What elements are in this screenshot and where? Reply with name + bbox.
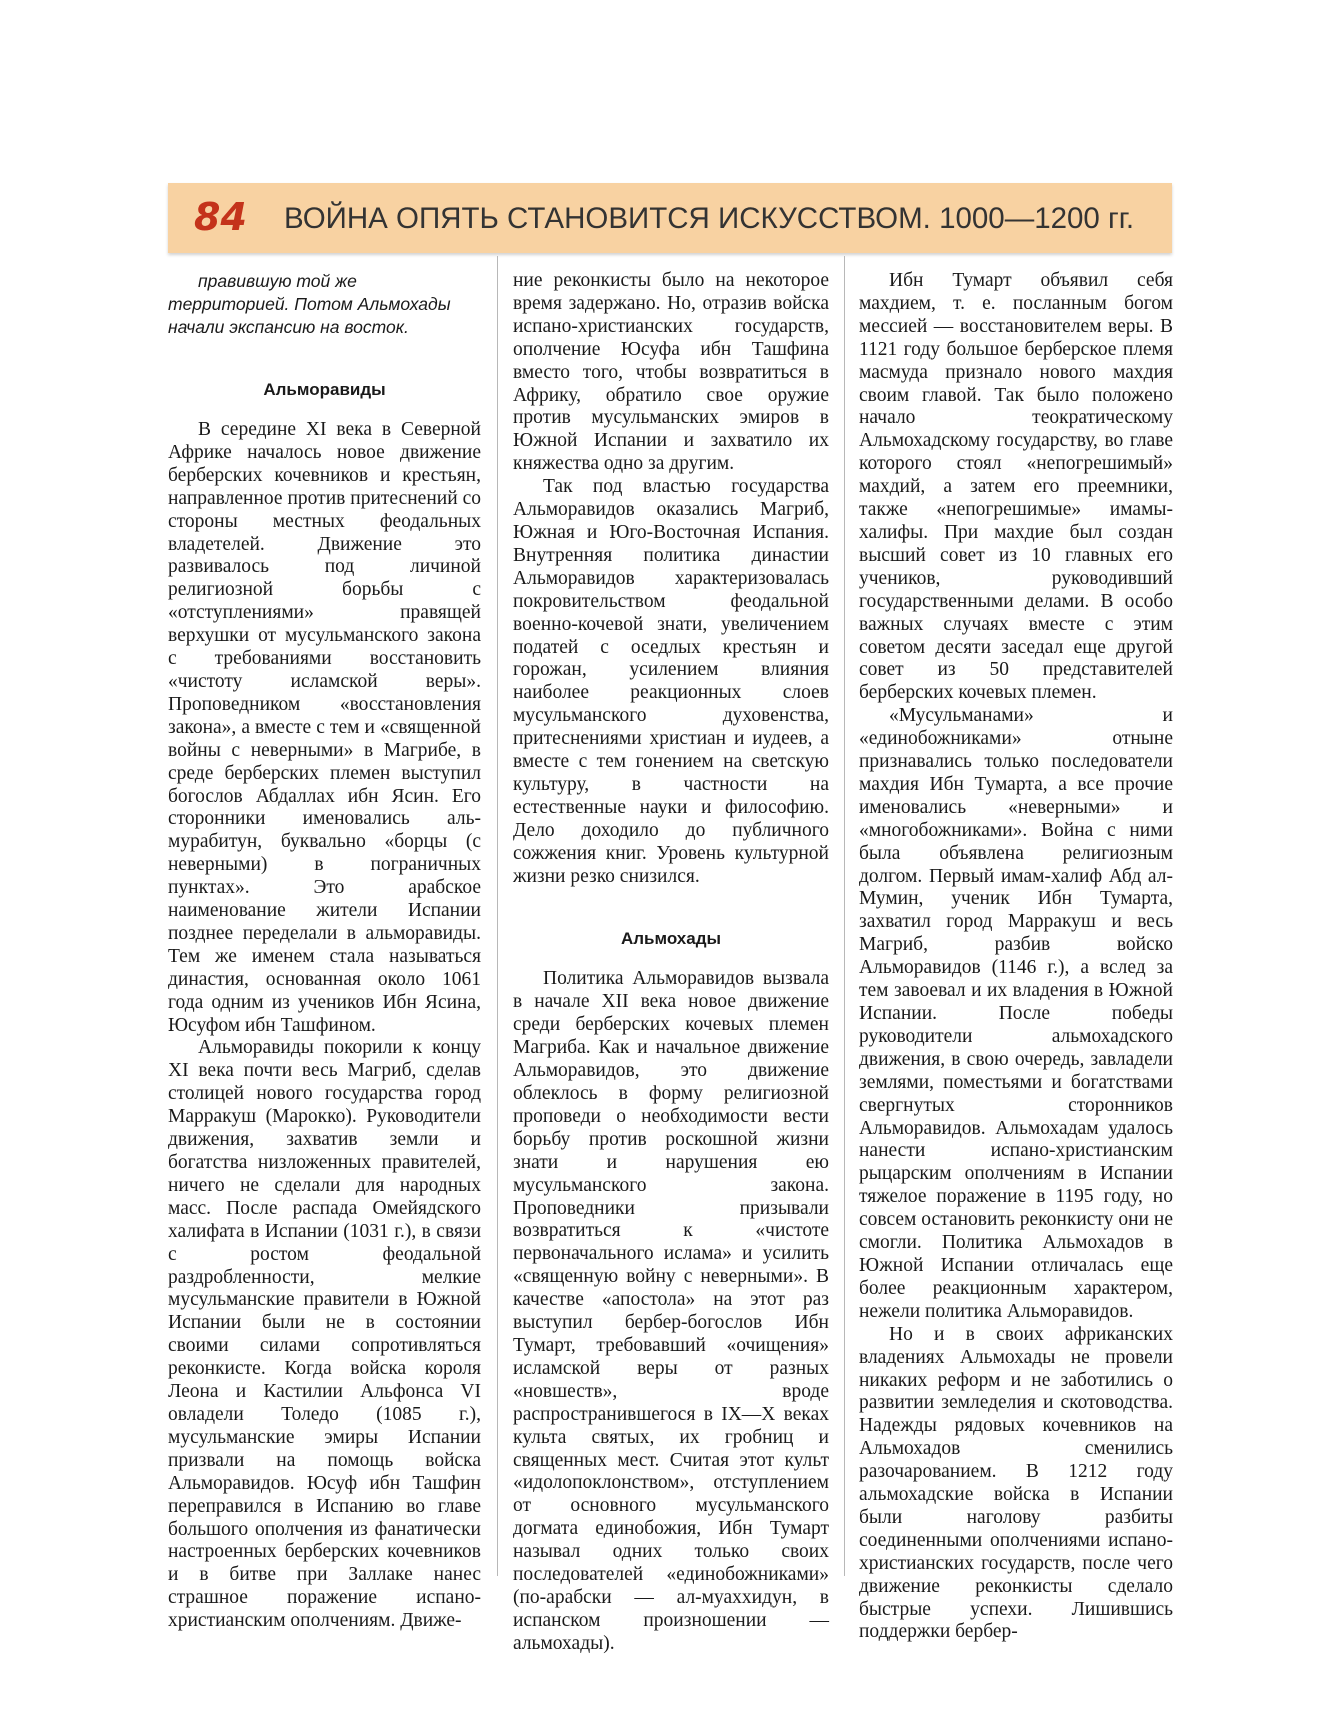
paragraph: Альморавиды покорили к концу XI века почти весь Магриб, сделав столицей нового государства город Марракуш (Марокко). Руководители движения, захватив земли и богатства низложенных правителей, ничего не сделали для народных масс. После распада Омейядского халифата в Испании (1031 г.), в связи с ростом феодальной раздробленности, мелкие мусульманские правители в Южной Испании были не в состоянии своими силами сопротивляться реконкисте. Когда войска короля Леона и Кастилии Альфонса VI овладели Толедо (1085 г.), мусульманские эмиры Испании призвали на помощь войска Альморавидов. Юсуф ибн Ташфин переправился в Испанию во главе большого ополчения из фанатически настроенных берберских кочевников и в битве при Заллаке нанес страшное поражение испано-христианским ополчениям. Движе- [168,1037,481,1632]
paragraph: Политика Альморавидов вызвала в начале XII века новое движение среди берберских кочевых племен Магриба. Как и начальное движение Альморавидов, это движение облеклось в форму религиозной проповеди о необходимости вести борьбу против роскошной жизни знати и нарушения ею мусульманского закона. Проповедники призывали возвратиться к «чистоте первоначального ислама» и усилить «священную войну с неверными». В качестве «апостола» на этот раз выступил бербер-богослов Ибн Тумарт, требовавший «очищения» исламской веры от разных «новшеств», вроде распространившегося в IX—X веках культа святых, их гробниц и священных мест. Считая этот культ «идолопоклонством», отступлением от основного мусульманского догмата единобожия, Ибн Тумарт называл одних только своих последователей «единобожниками» (по-арабски — ал-муаххидун, в испанском произношении — альмохады). [513,968,829,1654]
text-column-2 [513,270,829,1654]
chapter-header [168,183,1172,253]
text-column-3 [859,270,1173,1643]
page-number: 84 [194,195,247,239]
paragraph: Но и в своих африканских владениях Альмохады не провели никаких реформ и не заботились о развитии земледелия и скотоводства. Надежды рядовых кочевников на Альмохадов сменились разочарованием. В 1212 году альмохадские войска в Испании были наголову разбиты соединенными ополчениями испано-христианских государств, после чего движение реконкисты сделало быстрые успехи. Лишившись поддержки бербер- [859,1323,1173,1643]
column-divider [844,256,845,1576]
paragraph: Так под властью государства Альморавидов оказались Магриб, Южная и Юго-Восточная Испания. Внутренняя политика династии Альморавидов характеризовалась покровительством феодальной военно-кочевой знати, увеличением податей с оседлых крестьян и горожан, усилением влияния наиболее реакционных слоев мусульманского духовенства, притеснениями христиан и иудеев, а вместе с тем гонением на светскую культуру, в частности на естественные науки и философию. Дело доходило до публичного сожжения книг. Уровень культурной жизни резко снизился. [513,476,829,887]
intro-text: правившую той же территорией. Потом Альмохады начали экспансию на восток. [168,271,451,337]
paragraph: «Мусульманами» и «единобожниками» отныне признавались только последователи махдия Ибн Тумарта, а все прочие именовались «неверными» и «многобожниками». Война с ними была объявлена религиозным долгом. Первый имам-халиф Абд ал-Мумин, ученик Ибн Тумарта, захватил город Марракуш и весь Магриб, разбив войско Альморавидов (1146 г.), а вслед за тем завоевал и их владения в Южной Испании. После победы руководители альмохадского движения, в свою очередь, завладели землями, поместьями и богатствами свергнутых сторонников Альморавидов. Альмохадам удалось нанести испано-христианским рыцарским ополчениям в Испании тяжелое поражение в 1195 году, но совсем остановить реконкисту они не смогли. Политика Альмохадов в Южной Испании отличалась еще более реакционным характером, нежели политика Альморавидов. [859,705,1173,1322]
column-divider [497,256,498,1576]
chapter-title: ВОЙНА ОПЯТЬ СТАНОВИТСЯ ИСКУССТВОМ. 1000—1200 гг. [284,202,1135,235]
paragraph: В середине XI века в Северной Африке началось новое движение берберских кочевников и крестьян, направленное против притеснений со стороны местных феодальных владетелей. Движение это развивалось под личиной религиозной борьбы с «отступлениями» правящей верхушки от мусульманского закона с требованиями восстановить «чистоту исламской веры». Проповедником «восстановления закона», а вместе с тем и «священной войны с неверными» в Магрибе, в среде берберских племен выступил богослов Абдаллах ибн Ясин. Его сторонники именовались аль-мурабитун, буквально «борцы (с неверными) в пограничных пунктах». Это арабское наименование жители Испании позднее переделали в альморавиды. Тем же именем стала называться династия, основанная около 1061 года одним из учеников Ибн Ясина, Юсуфом ибн Ташфином. [168,419,481,1036]
text-column-1 [168,270,481,1632]
paragraph: ние реконкисты было на некоторое время задержано. Но, отразив войска испано-христианских государств, ополчение Юсуфа ибн Ташфина вместо того, чтобы возвратиться в Африку, обратило свое оружие против мусульманских эмиров в Южной Испании и захватило их княжества одно за другим. [513,270,829,475]
paragraph: Ибн Тумарт объявил себя махдием, т. е. посланным богом мессией — восстановителем веры. В 1121 году большое берберское племя масмуда признало нового махдия своим главой. Так было положено начало теократическому Альмохадскому государству, во главе которого стоял «непогрешимый» махдий, а затем его преемники, также «непогрешимые» имамы-халифы. При махдие был создан высший совет из 10 главных его учеников, руководивший государственными делами. В особо важных случаях вместе с этим советом десяти заседал еще другой совет из 50 представителей берберских кочевых племен. [859,270,1173,704]
section-heading-almoravids: Альморавиды [263,380,386,399]
section-heading-almohads: Альмохады [620,929,722,949]
